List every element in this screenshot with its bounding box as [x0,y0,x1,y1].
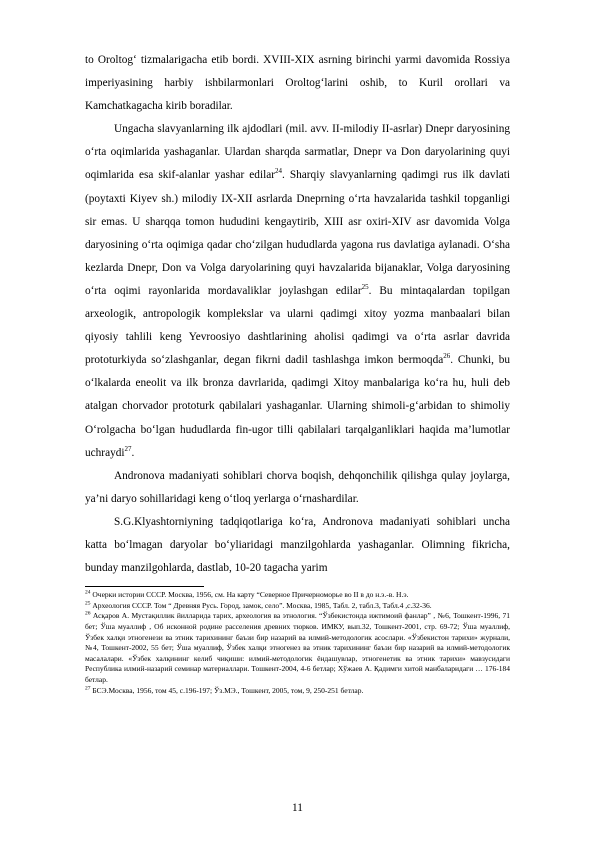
page-number: 11 [292,802,303,814]
paragraph-1 [85,49,510,118]
paragraph-3 [85,465,510,511]
footnote-24 [85,590,510,601]
footnote-number: 26 [85,610,91,617]
footnote-text: Очерки истории СССР. Москва, 1956, см. На карту “Северное Причерноморье во II в до н.э.-в. Н.э. [90,590,409,600]
footnotes [85,590,510,696]
paragraph-2-text: Ungacha slavyanlarning ilk ajdodlari (mil. avv. II-milodiy II-asrlar) Dnepr daryosining o‘rta oqimlarida yashaganlar. Ulardan sharqda sarmatlar, Dnepr va Don daryolarining quyi oqimlarida esa skif-alanlar yashar edilar [85,123,510,182]
footnote-number: 27 [85,685,91,691]
footnote-ref-24[interactable]: 24 [275,167,283,176]
footnote-ref-26[interactable]: 26 [443,352,451,361]
footnote-25 [85,601,510,612]
paragraph-4-text: S.G.Klyashtorniyning tadqiqotlariga ko‘ra, Andronova madaniyati sohiblari uncha katta bo‘lmagan daryolar bo‘yliaridagi manzilgohlarda yashaganlar. Olimning fikricha, bunday manzilgohlarda, dastlab, 10-20 tagacha yarim [85,515,510,575]
footnote-ref-27[interactable]: 27 [124,444,132,453]
paragraph-2-text-cont: . Sharqiy slavyanlarning qadimgi rus ilk davlati (poytaxti Kiyev sh.) milodiy IX-XII asrlarda Dneprning o‘rta havzalarida tashkil topganligi sir emas. U sharqqa tomon hududini kengaytirib, XIII asr oxiri-XIV asr davomida Volga daryosining o‘rta oqimiga qadar cho‘zilgan hududlarda yagona rus davlatiga aylanadi. O‘sha kezlarda Dnepr, Don va Volga daryolarining quyi havzalarida bijanaklar, Volga daryosining o‘rta oqimi rayonlarida mordavaliklar joylashgan edilar [85,169,511,297]
paragraph-2-text-end: . [131,446,135,459]
footnote-number: 25 [85,600,91,607]
paragraph-2 [85,118,510,464]
footnote-ref-25[interactable]: 25 [361,283,369,292]
paragraph-3-text: Andronova madaniyati sohiblari chorva boqish, dehqonchilik qilishga qulay joylarga, ya’ni daryo sohillaridagi keng o‘tloq yerlarga o‘rnashardilar. [85,469,510,505]
footnote-number: 24 [85,589,91,596]
paragraph-2-text-cont-3: . Chunki, bu o‘lkalarda eneolit va ilk bronza davrlarida, qadimgi Xitoy manbalariga ko‘ra hu, huli deb atalgan chorvador prototurk qabilalari yashaganlar. Ularning shimoli-g‘arbidan to shimoliy O‘rolgacha bo‘lgan hududlarda fin-ugor tilli qabilalari tarqalganliklari haqida ma’lumotlar uchraydi [85,354,510,459]
footnote-text: БСЭ.Москва, 1956, том 45, с.196-197; Ўз.МЭ., Тошкент, 2005, том, 9, 250-251 бетлар. [90,685,364,695]
footnote-27 [85,686,510,697]
paragraph-2-text-cont-2: . Bu mintaqalardan topilgan arxeologik, antropologik komplekslar va ularni qadimgi xitoy yozma manbaalari bilan qiyosiy tahlili keng Yevroosiyo dashtlarining aholisi qadimgi va o‘rta asrlar davrida prototurkiyda so‘zlashganlar, degan fikrni dadil tashlashga imkon bermoqda [85,284,510,367]
footnote-text: Асқаров А. Мустақиллик йилларида тарих, археология ва этнология. “Ўзбекистонда ижтимоий фанлар” , №6, Тошкент-1996, 71 бет; Ўша муаллиф , Об исконной родине расселения древних тюрков. ИМКУ, вып.32, Тошкент-2001, стр. 69-72; Ўша муаллиф, Ўзбек халқи этногенези ва этник тарихининг баъзи бир назарий ва илмий-методологик асослари. «Ўзбекистон тарихи» журнали, №4, Тошкент-2002, 55 бет; Ўша муаллиф, Ўзбек халқи этногенез ва этник тарихининг баъзи бир назарий ва илмий-методологик масалалари. «Ўзбек халқининг келиб чиқиши: илмий-методологик ёндашувлар, этногенетик ва этник тарихи» мавзусидаги Республика илмий-назарий семинар материаллари. Тошкент-2004, 4-6 бетлар; Хўжаев А. Қадимги хитой манбаларидаги … 176-184 бетлар. [85,611,510,684]
footnote-26 [85,611,510,685]
page-content [85,49,510,696]
footnote-separator [85,586,204,587]
paragraph-1-text: to Oroltog‘ tizmalarigacha etib bordi. XVIII-XIX asrning birinchi yarmi davomida Rossiya imperiyasining harbiy ishbilarmonlari Oroltog‘larini oshib, to Kuril orollari va Kamchatkagacha kirib boradilar. [85,54,510,113]
paragraph-4 [85,511,510,580]
footnote-text: Археология СССР. Том “ Древняя Русь. Город, замок, село”. Москва, 1985, Табл. 2, табл.3, Табл.4 ,с.32-36. [90,600,432,610]
